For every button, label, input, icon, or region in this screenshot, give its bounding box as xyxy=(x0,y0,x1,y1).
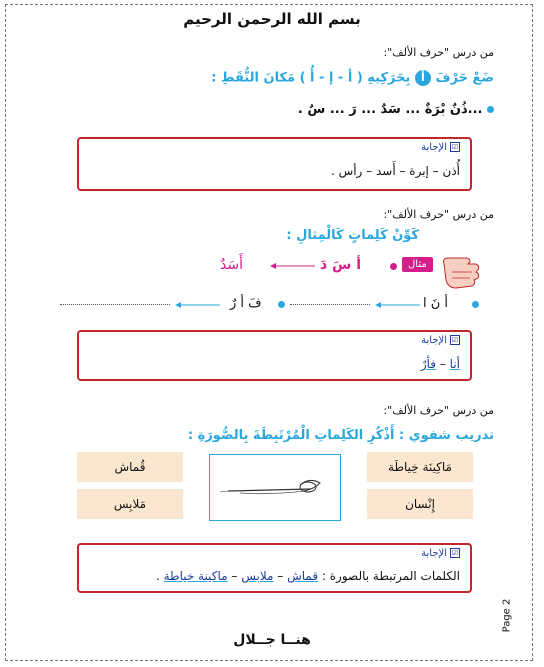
pointing-hand-icon xyxy=(438,250,486,295)
bullet-magenta-icon xyxy=(390,263,397,270)
answer-2-word-2: فأرٌ xyxy=(420,357,437,371)
example-tag: مثال xyxy=(402,257,433,272)
exercise-1 xyxy=(54,102,494,117)
word-box-top-left: قُماش xyxy=(77,452,183,482)
page-label: Page 2 xyxy=(501,598,513,633)
lesson-title-1: من درس "حرف الألف": xyxy=(383,46,494,59)
lesson-title-2: من درس "حرف الألف": xyxy=(383,208,494,221)
word-box-top-right: مَاكِينَة خِياطَة xyxy=(367,452,473,482)
instruction-1-post: بِحَرَكِيهِ ( أ - إ - أُ ) مَكانَ النُّقَطِ : xyxy=(211,70,411,86)
answer-box-2 xyxy=(77,330,472,381)
checkbox-icon: ☑ xyxy=(451,336,459,344)
arrow-left-icon xyxy=(375,302,420,308)
example-word: أَسَدٌ xyxy=(220,257,243,273)
arrow-left-icon xyxy=(175,302,220,308)
answer-text-1: أُذن – إبرة – أَسد – رأس . xyxy=(330,164,460,178)
lesson-title-3: من درس "حرف الألف": xyxy=(383,404,494,417)
example-letters: أ سَ دَ xyxy=(320,257,362,273)
word-box-bottom-left: مَلابِس xyxy=(77,489,183,519)
bullet-dot-icon xyxy=(278,301,285,308)
dotted-answer-line-2 xyxy=(60,304,170,305)
dotted-answer-line-1 xyxy=(290,304,370,305)
bullet-dot-icon xyxy=(487,106,494,113)
exercise-letters-1: أ نَ ا xyxy=(423,296,449,311)
letter-alef-badge: أ xyxy=(415,70,431,86)
answer-label-3-text: الإجابة xyxy=(421,548,447,559)
instruction-2: كَوِّنْ كَلِماتٍ كَالْمِثالِ : xyxy=(286,228,419,243)
basmala-heading: بسم الله الرحمن الرحيم xyxy=(183,10,361,28)
answer-3-sep-2: – xyxy=(227,569,242,583)
answer-label-1 xyxy=(421,142,460,153)
checkbox-icon: ☑ xyxy=(451,143,459,151)
answer-2-word-1: أنا xyxy=(449,357,460,371)
bullet-dot-icon xyxy=(472,301,479,308)
answer-box-3 xyxy=(77,543,472,593)
answer-label-3 xyxy=(421,548,460,559)
answer-3-word-3: ماكينة خياطة xyxy=(163,569,228,583)
instruction-3: تدريب شفوي : أَذْكُرِ الكَلِماتِ الْمُرْتَبِطَةَ بِالصُّورَةِ : xyxy=(187,428,494,443)
checkbox-icon: ☑ xyxy=(451,549,459,557)
answer-3-sep-1: – xyxy=(273,569,288,583)
answer-text-2 xyxy=(421,357,460,371)
answer-label-1-text: الإجابة xyxy=(421,142,447,153)
exercise-letters-2: فَ أ رٌ xyxy=(230,296,262,311)
answer-3-word-1: قماش xyxy=(287,569,319,583)
instruction-1 xyxy=(54,70,494,86)
instruction-1-pre: ضَعْ حَرْفَ xyxy=(435,70,494,86)
answer-2-sep: – xyxy=(436,357,450,371)
answer-3-end: . xyxy=(155,569,164,583)
sewing-needle-image xyxy=(209,454,341,521)
answer-label-2-text: الإجابة xyxy=(421,335,447,346)
arrow-left-icon xyxy=(270,263,315,269)
exercise-2 xyxy=(60,294,490,316)
author-signature: هنــا جــلال xyxy=(233,632,311,648)
answer-box-1 xyxy=(77,137,472,191)
answer-3-word-2: ملابس xyxy=(241,569,274,583)
answer-text-3 xyxy=(156,569,460,583)
word-box-bottom-right: إِنْسان xyxy=(367,489,473,519)
answer-label-2 xyxy=(421,335,460,346)
page-label-wrap xyxy=(496,598,526,633)
answer-3-prefix: الكلمات المرتبطة بالصورة : xyxy=(321,569,460,583)
exercise-1-words: ...ذُنٌ بْرَةٌ ... سَدٌ ... رَ ... سٌ . xyxy=(297,102,483,117)
needle-thread-icon xyxy=(210,455,340,520)
